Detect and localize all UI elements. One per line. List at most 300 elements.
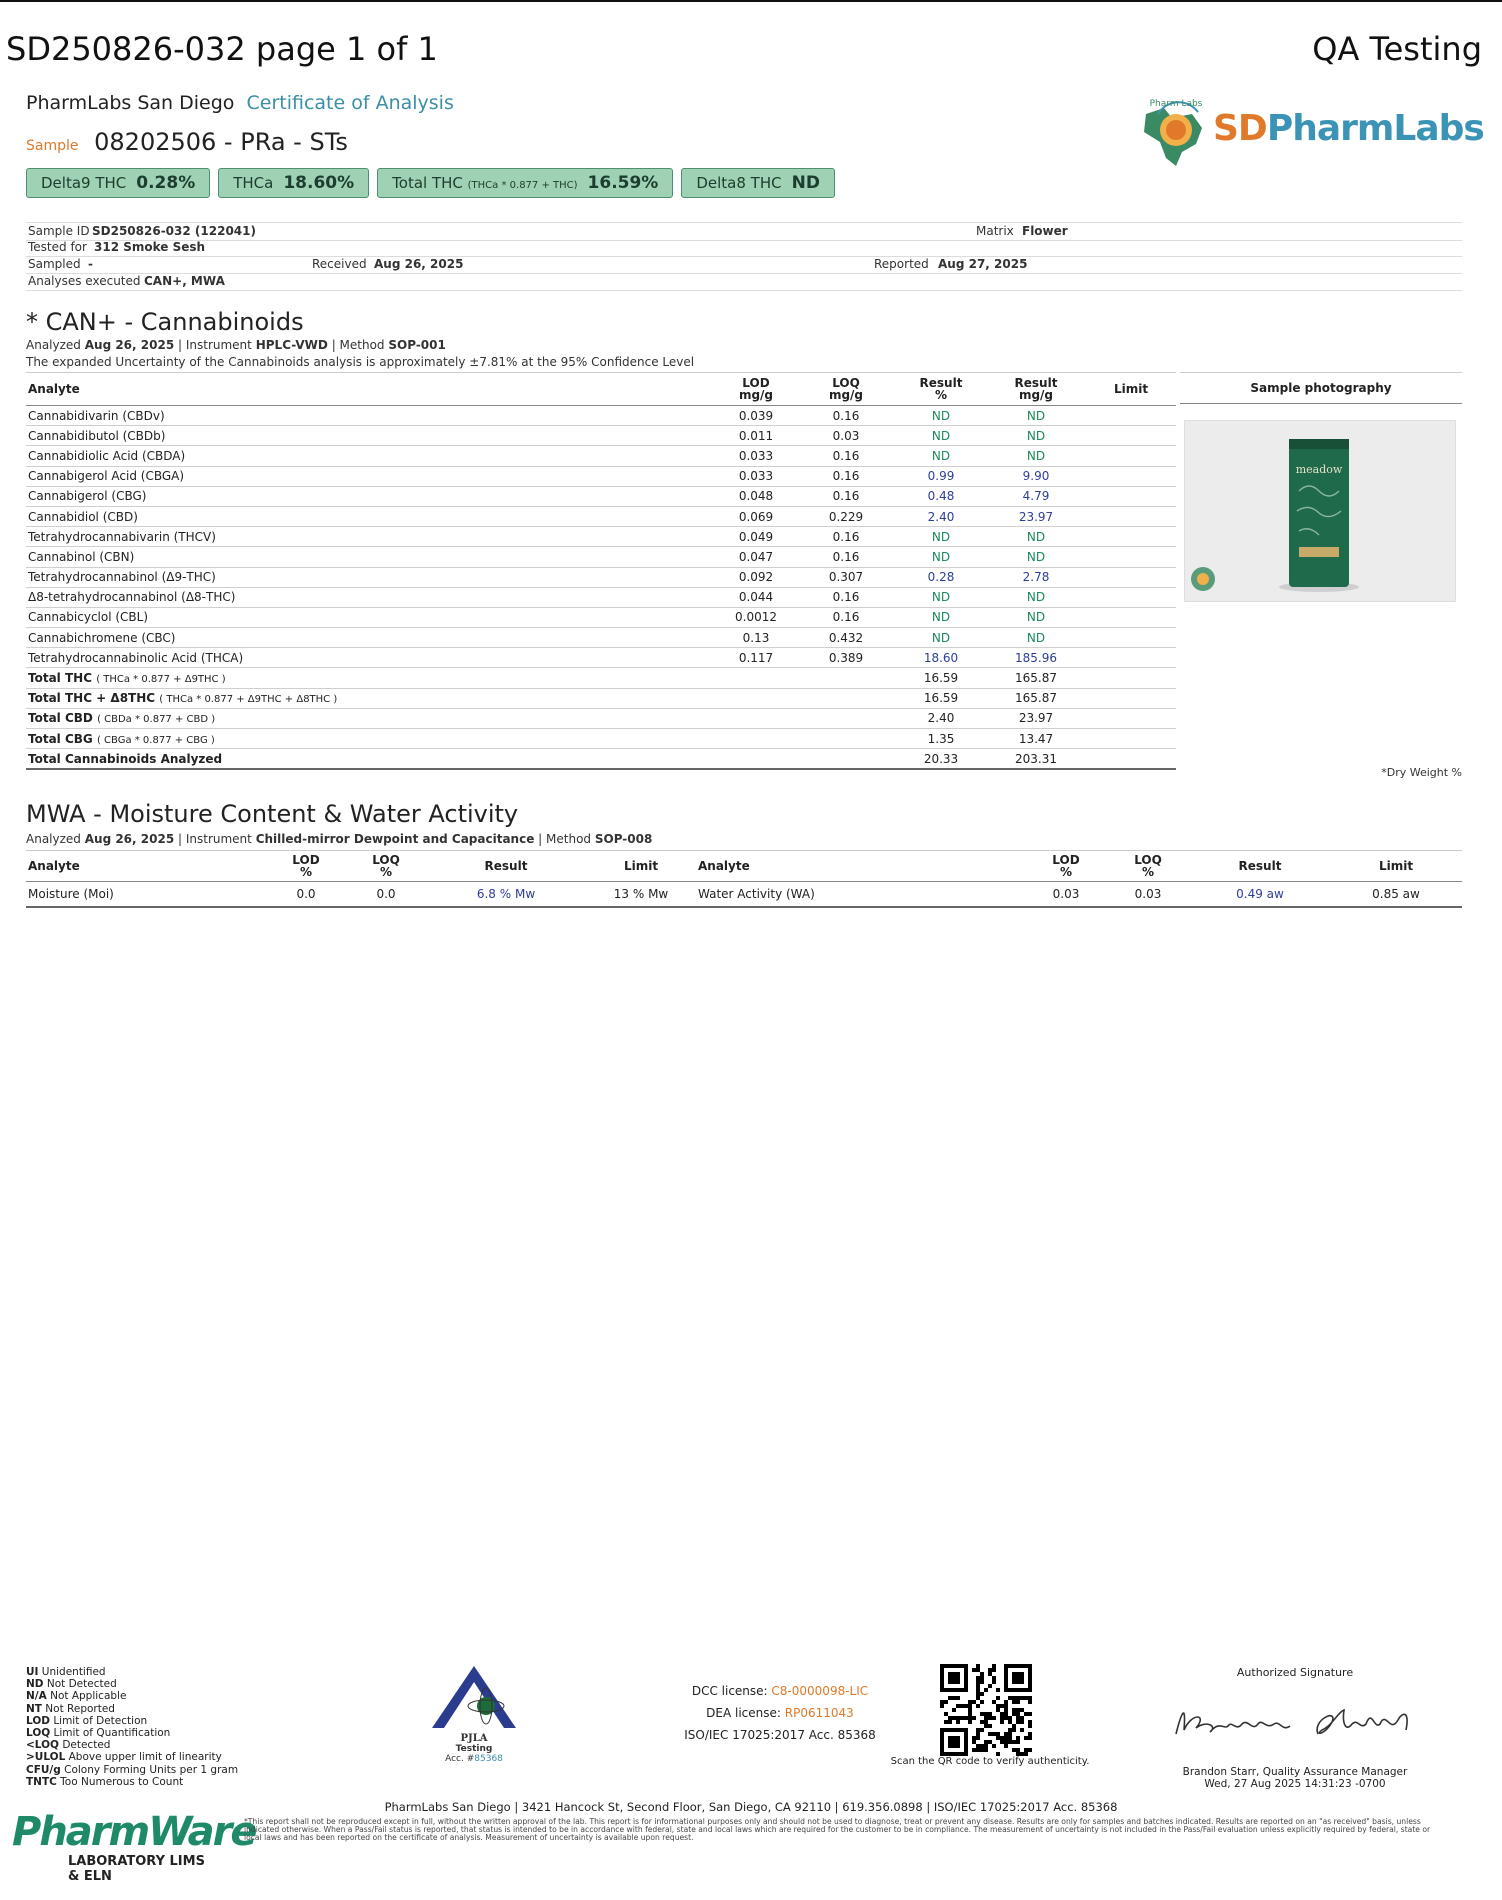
loq-unit: % xyxy=(1141,865,1155,879)
total-formula: ( THCa * 0.877 + Δ9THC + Δ8THC ) xyxy=(159,694,338,706)
mwa-col-loq-2 xyxy=(1106,851,1190,882)
result-mg-value: 165.87 xyxy=(986,688,1086,708)
lod-value: 0.047 xyxy=(716,547,796,567)
lod-value: 0.039 xyxy=(716,406,796,426)
legend-item xyxy=(26,1690,238,1702)
result-pct-value: 0.99 xyxy=(896,466,986,486)
result-pct-value: 0.28 xyxy=(896,567,986,587)
mwa-analyte: Moisture (Moi) xyxy=(26,882,266,908)
empty-cell xyxy=(716,688,796,708)
badge-value: 0.28% xyxy=(136,173,196,193)
result-mg-value: ND xyxy=(986,406,1086,426)
badge-note: (THCa * 0.877 + THC) xyxy=(467,180,578,191)
table-row xyxy=(26,486,1176,506)
mwa-col-analyte: Analyte xyxy=(26,851,266,882)
wa-lod: 0.03 xyxy=(1026,882,1106,908)
dcc-label: DCC license: xyxy=(691,1684,768,1698)
table-row xyxy=(26,527,1176,547)
result-mg-value: ND xyxy=(986,446,1086,466)
mwa-col-analyte-2: Analyte xyxy=(696,851,1026,882)
sample-heading xyxy=(26,128,348,156)
analyte-name: Cannabigerol (CBG) xyxy=(26,486,716,506)
total-label xyxy=(26,749,716,770)
received-value: Aug 26, 2025 xyxy=(374,257,464,271)
result-pct-value: ND xyxy=(896,587,986,607)
lab-address: PharmLabs San Diego | 3421 Hancock St, Second Floor, San Diego, CA 92110 | 619.356.0898 | ISO/IEC 17025:2017 Acc. 85368 xyxy=(384,1800,1118,1814)
limit-value xyxy=(1086,688,1176,708)
legend-text: Not Reported xyxy=(45,1702,115,1715)
legend-abbr: <LOQ xyxy=(26,1739,59,1752)
lab-heading xyxy=(26,92,454,114)
lab-name: PharmLabs San Diego xyxy=(26,92,235,114)
result-pct-value: 20.33 xyxy=(896,749,986,770)
analyses-label: Analyses executed xyxy=(28,274,141,288)
legend-text: Unidentified xyxy=(41,1666,106,1678)
table-row xyxy=(26,406,1176,426)
legend-text: Detected xyxy=(62,1739,111,1752)
badge-thca xyxy=(218,168,369,198)
badge-label: THCa xyxy=(233,174,274,192)
analyses-value: CAN+, MWA xyxy=(144,274,225,288)
total-name: Total THC xyxy=(28,671,92,686)
legend-item xyxy=(26,1739,238,1751)
total-label xyxy=(26,708,716,728)
potency-badges xyxy=(26,168,835,198)
sample-photo xyxy=(1184,420,1456,602)
result-mg-value: ND xyxy=(986,527,1086,547)
instrument-value: Chilled-mirror Dewpoint and Capacitance xyxy=(255,832,535,846)
loq-value: 0.229 xyxy=(796,506,896,526)
col-analyte: Analyte xyxy=(26,373,716,406)
limit-value xyxy=(1086,406,1176,426)
total-label xyxy=(26,688,716,708)
package-label-text: meadow xyxy=(1295,463,1343,476)
logo-sd: SD xyxy=(1213,108,1267,149)
product-package-image xyxy=(1185,421,1455,601)
dcc-license xyxy=(640,1680,920,1702)
dcc-value: C8-0000098-LIC xyxy=(771,1684,869,1698)
mwa-header-row xyxy=(26,851,1462,882)
analyte-name: Cannabicyclol (CBL) xyxy=(26,607,716,627)
limit-value xyxy=(1086,466,1176,486)
lod-header: LOD xyxy=(292,853,320,867)
result-mg-value: 2.78 xyxy=(986,567,1086,587)
authorized-signature-label: Authorized Signature xyxy=(1236,1666,1354,1679)
loq-unit: mg/g xyxy=(828,388,864,402)
analyte-name: Tetrahydrocannabinolic Acid (THCA) xyxy=(26,648,716,668)
tested-for-value: 312 Smoke Sesh xyxy=(94,240,206,254)
result-pct-value: ND xyxy=(896,406,986,426)
total-row xyxy=(26,749,1176,770)
col-result-mg xyxy=(986,373,1086,406)
loq-unit: % xyxy=(379,865,393,879)
empty-cell xyxy=(796,688,896,708)
loq-value: 0.432 xyxy=(796,628,896,648)
result-mg-value: ND xyxy=(986,547,1086,567)
instrument-label: Instrument xyxy=(185,832,252,846)
limit-value xyxy=(1086,587,1176,607)
legend-abbr: CFU/g xyxy=(26,1763,61,1776)
total-row xyxy=(26,729,1176,749)
instrument-value: HPLC-VWD xyxy=(255,338,328,352)
mwa-lod: 0.0 xyxy=(266,882,346,908)
pjla-name: PJLA xyxy=(460,1733,488,1744)
legend-abbr: >ULOL xyxy=(26,1751,66,1764)
col-limit: Limit xyxy=(1086,373,1176,406)
result-pct-value: ND xyxy=(896,527,986,547)
table-row xyxy=(26,547,1176,567)
analyzed-value: Aug 26, 2025 xyxy=(84,338,175,352)
limit-value xyxy=(1086,506,1176,526)
table-row xyxy=(26,426,1176,446)
legend-abbr: LOD xyxy=(26,1714,50,1727)
result-mg-value: ND xyxy=(986,426,1086,446)
result-pct-unit: % xyxy=(934,388,948,402)
badge-delta9-thc xyxy=(26,168,210,198)
empty-cell xyxy=(796,729,896,749)
result-mg-value: 9.90 xyxy=(986,466,1086,486)
mwa-analysis-meta: Analyzed Aug 26, 2025 | Instrument Chilled-mirror Dewpoint and Capacitance | Method SOP-008 xyxy=(26,832,653,846)
col-result-pct xyxy=(896,373,986,406)
result-mg-value: 13.47 xyxy=(986,729,1086,749)
sample-label: Sample xyxy=(26,138,79,154)
document-id-title: SD250826-032 page 1 of 1 xyxy=(6,30,438,68)
legend-abbr: LOQ xyxy=(26,1727,51,1740)
lod-value: 0.069 xyxy=(716,506,796,526)
table-row xyxy=(26,607,1176,627)
total-formula: ( CBDa * 0.877 + CBD ) xyxy=(97,714,216,726)
result-pct-value: 2.40 xyxy=(896,506,986,526)
lod-value: 0.0012 xyxy=(716,607,796,627)
reported-value: Aug 27, 2025 xyxy=(938,257,1028,271)
qr-code-icon[interactable] xyxy=(940,1664,1032,1756)
legend-abbr: N/A xyxy=(26,1690,47,1703)
legend-text: Limit of Quantification xyxy=(53,1727,171,1740)
total-name: Total CBD xyxy=(28,711,93,726)
legend-item xyxy=(26,1727,238,1739)
limit-value xyxy=(1086,648,1176,668)
analyzed-value: Aug 26, 2025 xyxy=(84,832,175,846)
loq-value: 0.16 xyxy=(796,486,896,506)
loq-header: LOQ xyxy=(372,853,400,867)
legend-text: Not Detected xyxy=(46,1678,117,1691)
result-mg-value: 4.79 xyxy=(986,486,1086,506)
mwa-col-limit: Limit xyxy=(586,851,696,882)
table-row xyxy=(26,446,1176,466)
matrix-label: Matrix xyxy=(976,224,1014,238)
limit-value xyxy=(1086,607,1176,627)
legend-item xyxy=(26,1776,238,1788)
mwa-col-result-2: Result xyxy=(1190,851,1330,882)
legal-disclaimer: *This report shall not be reproduced except in full, without the written approval of the lab. This report is for informational purposes only and should not be used to diagnose, treat or prevent any disease. Results are only for samples and batches indicated. Results are reported on an "as received" basis, unless indicated otherwise. When a Pass/Fail status is reported, that status is intended to be in accordance with federal, state and local laws which are required for the customer to be in compliance. The measurement of uncertainty is not included in the Pass/Fail evaluation unless explicitly required by federal, state or local laws and has been reported on the certificate of analysis. Measurement of uncertainty is available upon request. xyxy=(244,1817,1431,1843)
analyte-name: Cannabidiol (CBD) xyxy=(26,506,716,526)
analyte-name: Tetrahydrocannabinol (Δ9-THC) xyxy=(26,567,716,587)
col-loq xyxy=(796,373,896,406)
loq-value: 0.389 xyxy=(796,648,896,668)
result-mg-value: ND xyxy=(986,587,1086,607)
legend-item xyxy=(26,1751,238,1763)
total-name: Total Cannabinoids Analyzed xyxy=(28,751,223,766)
lod-header: LOD xyxy=(742,376,770,390)
result-mg-value: ND xyxy=(986,628,1086,648)
result-mg-header: Result xyxy=(1014,376,1058,390)
limit-value xyxy=(1086,708,1176,728)
coa-label: Certificate of Analysis xyxy=(246,92,454,114)
table-row xyxy=(26,648,1176,668)
analyte-name: Cannabidibutol (CBDb) xyxy=(26,426,716,446)
mwa-col-result: Result xyxy=(426,851,586,882)
mwa-col-lod-2 xyxy=(1026,851,1106,882)
analyzed-label: Analyzed xyxy=(26,832,81,846)
total-formula: ( THCa * 0.877 + Δ9THC ) xyxy=(96,674,226,686)
cannabinoids-body xyxy=(26,406,1176,770)
wa-limit: 0.85 aw xyxy=(1330,882,1462,908)
lod-value: 0.117 xyxy=(716,648,796,668)
mwa-row xyxy=(26,882,1462,908)
legend-abbr: TNTC xyxy=(26,1775,57,1788)
pjla-acc-number: 85368 xyxy=(474,1754,503,1764)
dea-value: RP0611043 xyxy=(784,1706,854,1720)
loq-value: 0.03 xyxy=(796,426,896,446)
legend-abbr: ND xyxy=(26,1678,44,1691)
pjla-logo-icon xyxy=(428,1664,520,1730)
pjla-accreditation xyxy=(428,1664,520,1764)
pharmware-logo xyxy=(12,1809,256,1884)
info-row-dates xyxy=(26,256,1462,274)
pjla-testing: Testing xyxy=(455,1744,493,1754)
limit-value xyxy=(1086,668,1176,688)
empty-cell xyxy=(716,708,796,728)
analyte-name: Cannabinol (CBN) xyxy=(26,547,716,567)
loq-value: 0.16 xyxy=(796,446,896,466)
loq-value: 0.16 xyxy=(796,587,896,607)
result-pct-value: 16.59 xyxy=(896,668,986,688)
result-pct-value: ND xyxy=(896,426,986,446)
loq-value: 0.307 xyxy=(796,567,896,587)
loq-value: 0.16 xyxy=(796,527,896,547)
table-row xyxy=(26,466,1176,486)
result-pct-value: 2.40 xyxy=(896,708,986,728)
mwa-col-lod xyxy=(266,851,346,882)
signatory-name: Brandon Starr, Quality Assurance Manager xyxy=(1182,1766,1408,1778)
mwa-col-limit-2: Limit xyxy=(1330,851,1462,882)
method-value: SOP-008 xyxy=(594,832,653,846)
table-row xyxy=(26,567,1176,587)
lod-value: 0.011 xyxy=(716,426,796,446)
legend-item xyxy=(26,1764,238,1776)
col-lod xyxy=(716,373,796,406)
info-row-analyses xyxy=(26,273,1462,291)
wa-analyte: Water Activity (WA) xyxy=(696,882,1026,908)
wa-result: 0.49 aw xyxy=(1190,882,1330,908)
dea-label: DEA license: xyxy=(706,1706,781,1720)
limit-value xyxy=(1086,486,1176,506)
top-rule xyxy=(0,0,1502,2)
total-row xyxy=(26,688,1176,708)
lod-header: LOD xyxy=(1052,853,1080,867)
analyte-name: Tetrahydrocannabivarin (THCV) xyxy=(26,527,716,547)
loq-value: 0.16 xyxy=(796,547,896,567)
total-formula: ( CBGa * 0.877 + CBG ) xyxy=(96,734,215,746)
legend-text: Above upper limit of linearity xyxy=(68,1751,222,1764)
logo-pharmlabs: PharmLabs xyxy=(1266,108,1484,149)
badge-total-thc xyxy=(377,168,673,198)
received-label: Received xyxy=(312,257,367,271)
limit-value xyxy=(1086,446,1176,466)
result-pct-value: 16.59 xyxy=(896,688,986,708)
badge-label: Total THC xyxy=(392,174,463,192)
tested-for-label: Tested for xyxy=(28,240,87,254)
method-label: Method xyxy=(339,338,385,352)
result-pct-value: ND xyxy=(896,547,986,567)
cannabinoids-table xyxy=(26,372,1176,770)
pjla-acc xyxy=(428,1754,520,1764)
mwa-section-title: MWA - Moisture Content & Water Activity xyxy=(26,800,519,828)
uncertainty-note: The expanded Uncertainty of the Cannabinoids analysis is approximately ±7.81% at the 95% Confidence Level xyxy=(26,355,695,369)
pjla-acc-prefix: Acc. # xyxy=(445,1754,475,1764)
legend-text: Limit of Detection xyxy=(53,1714,148,1727)
sample-name: 08202506 - PRa - STs xyxy=(94,128,348,156)
analyte-name: Δ8-tetrahydrocannabinol (Δ8-THC) xyxy=(26,587,716,607)
empty-cell xyxy=(716,729,796,749)
legend-text: Not Applicable xyxy=(50,1690,127,1703)
legend-abbr: UI xyxy=(26,1666,39,1678)
legend-item xyxy=(26,1678,238,1690)
total-name: Total CBG xyxy=(28,731,93,746)
license-info xyxy=(640,1680,920,1746)
method-value: SOP-001 xyxy=(388,338,446,352)
lod-value: 0.044 xyxy=(716,587,796,607)
badge-label: Delta9 THC xyxy=(41,174,127,192)
signatory xyxy=(1150,1766,1440,1790)
dry-weight-note: *Dry Weight % xyxy=(1381,766,1462,779)
sdpharmlabs-logo-text xyxy=(1213,108,1484,149)
pharmware-wordmark: PharmWare xyxy=(12,1809,256,1855)
result-pct-value: 1.35 xyxy=(896,729,986,749)
abbreviation-legend xyxy=(26,1666,238,1788)
empty-cell xyxy=(716,749,796,770)
total-row xyxy=(26,708,1176,728)
qr-caption: Scan the QR code to verify authenticity. xyxy=(890,1756,1090,1767)
result-pct-value: ND xyxy=(896,628,986,648)
badge-value: ND xyxy=(791,173,820,193)
lod-value: 0.13 xyxy=(716,628,796,648)
result-pct-value: ND xyxy=(896,607,986,627)
instrument-label: Instrument xyxy=(185,338,252,352)
result-pct-value: ND xyxy=(896,446,986,466)
dea-license xyxy=(640,1702,920,1724)
result-mg-value: 203.31 xyxy=(986,749,1086,770)
matrix-value: Flower xyxy=(1022,224,1068,238)
reported-label: Reported xyxy=(874,257,929,271)
empty-cell xyxy=(716,668,796,688)
method-label: Method xyxy=(546,832,592,846)
empty-cell xyxy=(796,708,896,728)
lod-value: 0.092 xyxy=(716,567,796,587)
result-mg-value: ND xyxy=(986,607,1086,627)
table-row xyxy=(26,587,1176,607)
sampled-value: - xyxy=(88,257,93,271)
loq-value: 0.16 xyxy=(796,466,896,486)
legend-text: Colony Forming Units per 1 gram xyxy=(64,1763,239,1776)
badge-label: Delta8 THC xyxy=(696,174,782,192)
legend-item xyxy=(26,1703,238,1715)
total-label xyxy=(26,729,716,749)
lod-value: 0.033 xyxy=(716,466,796,486)
total-name: Total THC + Δ8THC xyxy=(28,691,156,706)
table-row xyxy=(26,628,1176,648)
lod-value: 0.049 xyxy=(716,527,796,547)
loq-value: 0.16 xyxy=(796,607,896,627)
limit-value xyxy=(1086,527,1176,547)
iso-accreditation: ISO/IEC 17025:2017 Acc. 85368 xyxy=(684,1728,876,1742)
limit-value xyxy=(1086,567,1176,587)
total-row xyxy=(26,668,1176,688)
table-header-row xyxy=(26,373,1176,406)
loq-header: LOQ xyxy=(832,376,860,390)
limit-value xyxy=(1086,628,1176,648)
result-pct-value: 18.60 xyxy=(896,648,986,668)
empty-cell xyxy=(796,668,896,688)
can-analysis-meta: Analyzed Aug 26, 2025 | Instrument HPLC-VWD | Method SOP-001 xyxy=(26,338,446,352)
total-label xyxy=(26,668,716,688)
sdpharmlabs-logo-icon xyxy=(1136,92,1216,172)
analyte-name: Cannabidivarin (CBDv) xyxy=(26,406,716,426)
result-mg-value: 23.97 xyxy=(986,506,1086,526)
lod-value: 0.048 xyxy=(716,486,796,506)
result-mg-value: 23.97 xyxy=(986,708,1086,728)
mwa-loq: 0.0 xyxy=(346,882,426,908)
sampled-label: Sampled xyxy=(28,257,81,271)
result-mg-value: 185.96 xyxy=(986,648,1086,668)
result-pct-value: 0.48 xyxy=(896,486,986,506)
legend-item xyxy=(26,1666,238,1678)
wa-loq: 0.03 xyxy=(1106,882,1190,908)
empty-cell xyxy=(796,749,896,770)
mwa-limit: 13 % Mw xyxy=(586,882,696,908)
signature-image xyxy=(1162,1690,1432,1750)
loq-header: LOQ xyxy=(1134,853,1162,867)
pharmware-subtitle: LABORATORY LIMS & ELN xyxy=(68,1854,205,1884)
badge-value: 18.60% xyxy=(283,173,355,193)
sample-photography-header: Sample photography xyxy=(1180,372,1462,404)
badge-delta8-thc xyxy=(681,168,835,198)
analyte-name: Cannabichromene (CBC) xyxy=(26,628,716,648)
qa-testing-title: QA Testing xyxy=(1312,30,1482,68)
loq-value: 0.16 xyxy=(796,406,896,426)
sample-id-value: SD250826-032 (122041) xyxy=(92,224,256,238)
analyte-name: Cannabidiolic Acid (CBDA) xyxy=(26,446,716,466)
info-row-tested-for xyxy=(26,239,1462,257)
sample-id-label: Sample ID xyxy=(28,224,90,238)
moisture-table xyxy=(26,850,1462,908)
limit-value xyxy=(1086,749,1176,770)
lod-value: 0.033 xyxy=(716,446,796,466)
limit-value xyxy=(1086,547,1176,567)
analyzed-label: Analyzed xyxy=(26,338,81,352)
result-pct-header: Result xyxy=(919,376,963,390)
legend-item xyxy=(26,1715,238,1727)
lod-unit: % xyxy=(299,865,313,879)
badge-value: 16.59% xyxy=(587,173,659,193)
limit-value xyxy=(1086,426,1176,446)
limit-value xyxy=(1086,729,1176,749)
lod-unit: % xyxy=(1059,865,1073,879)
lod-unit: mg/g xyxy=(738,388,774,402)
signature-date: Wed, 27 Aug 2025 14:31:23 -0700 xyxy=(1204,1778,1386,1790)
mwa-result: 6.8 % Mw xyxy=(426,882,586,908)
result-mg-unit: mg/g xyxy=(1018,388,1054,402)
